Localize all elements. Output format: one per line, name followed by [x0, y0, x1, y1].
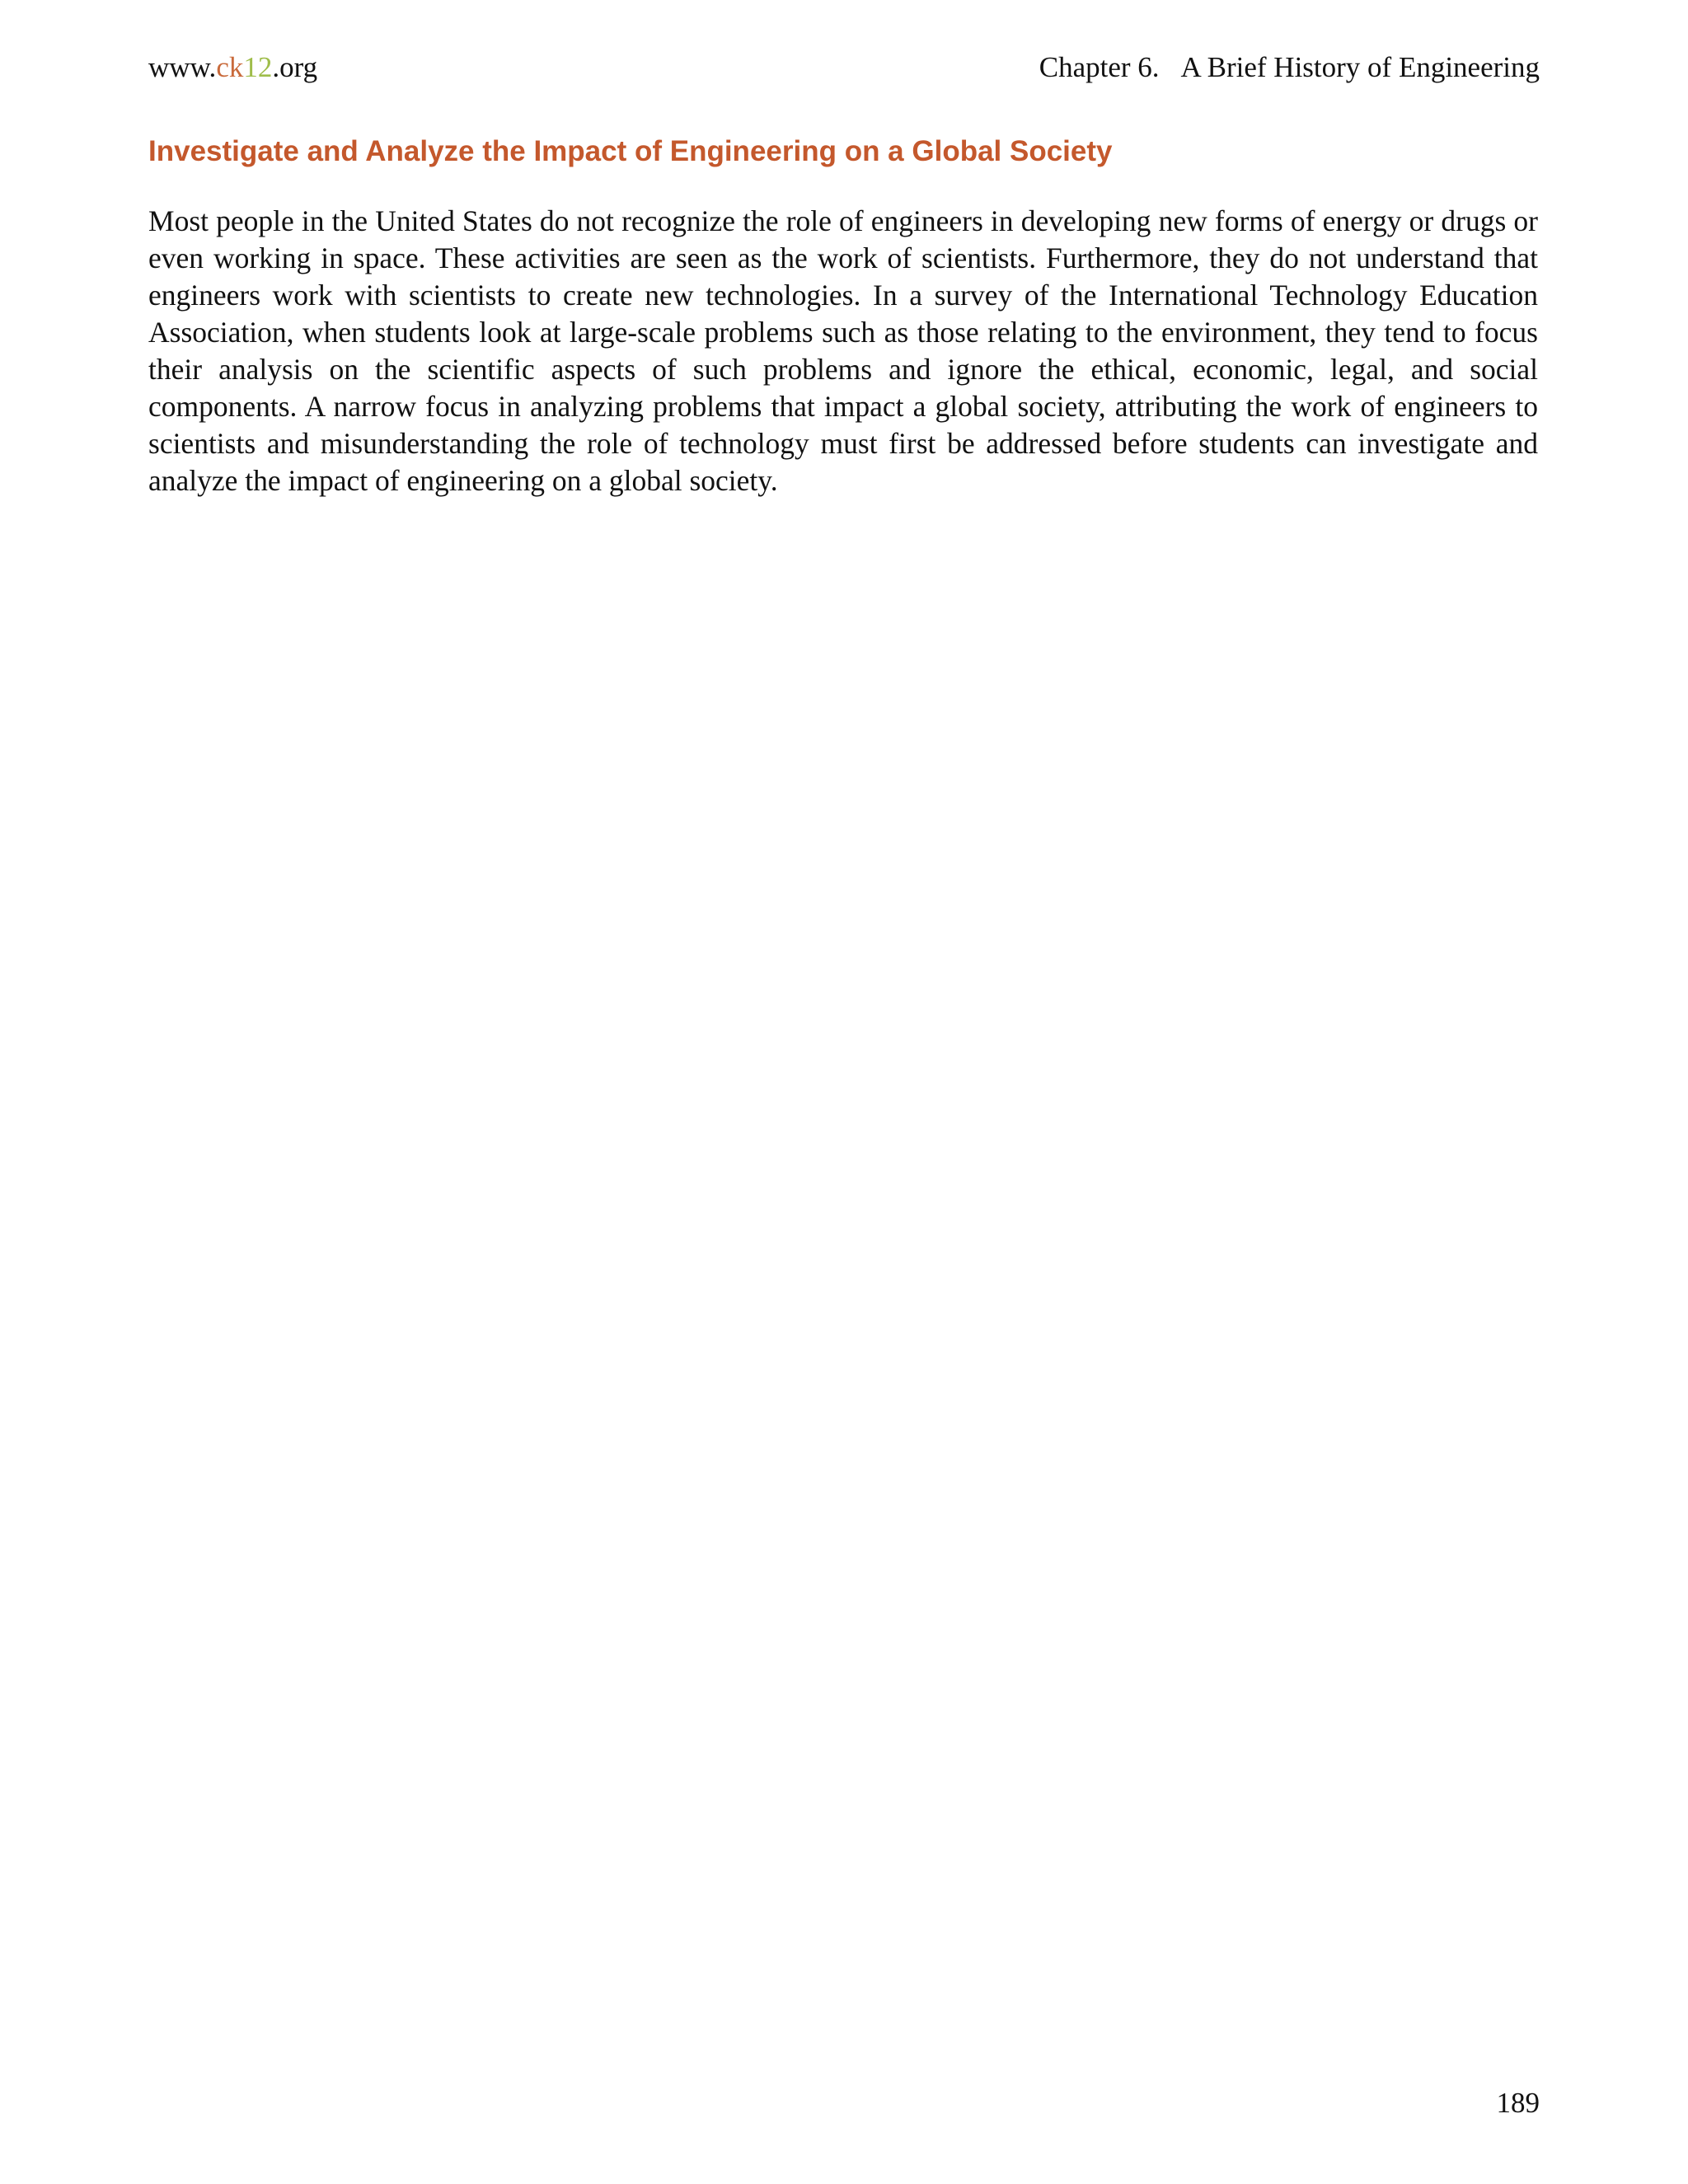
page-number: 189: [1496, 2087, 1540, 2119]
chapter-heading: [1039, 48, 1540, 87]
chapter-title: A Brief History of Engineering: [1180, 51, 1540, 83]
body-paragraph: Most people in the United States do not recognize the role of engineers in developing new forms of energy or drugs or even working in space. These activities are seen as the work of scientists. Furthermore, they do not understand that engineers work with scientists to create new technologies. In a survey of the International Technology Education Association, when students look at large-scale problems such as those relating to the environment, they tend to focus their analysis on the scientific aspects of such problems and ignore the ethical, economic, legal, and social components. A narrow focus in analyzing problems that impact a global society, attributing the work of engineers to scientists and misunderstanding the role of technology must first be addressed before students can investigate and analyze the impact of engineering on a global society.: [148, 204, 1538, 497]
site-url-12: 12: [243, 51, 273, 83]
page-header: [148, 48, 1540, 87]
site-url-suffix: .org: [272, 51, 318, 83]
chapter-label: Chapter 6.: [1039, 51, 1160, 83]
section-title: Investigate and Analyze the Impact of Engineering on a Global Society: [148, 135, 1113, 167]
site-url-ck: ck: [216, 51, 244, 83]
site-url[interactable]: [148, 48, 317, 87]
site-url-prefix: www.: [148, 51, 217, 83]
